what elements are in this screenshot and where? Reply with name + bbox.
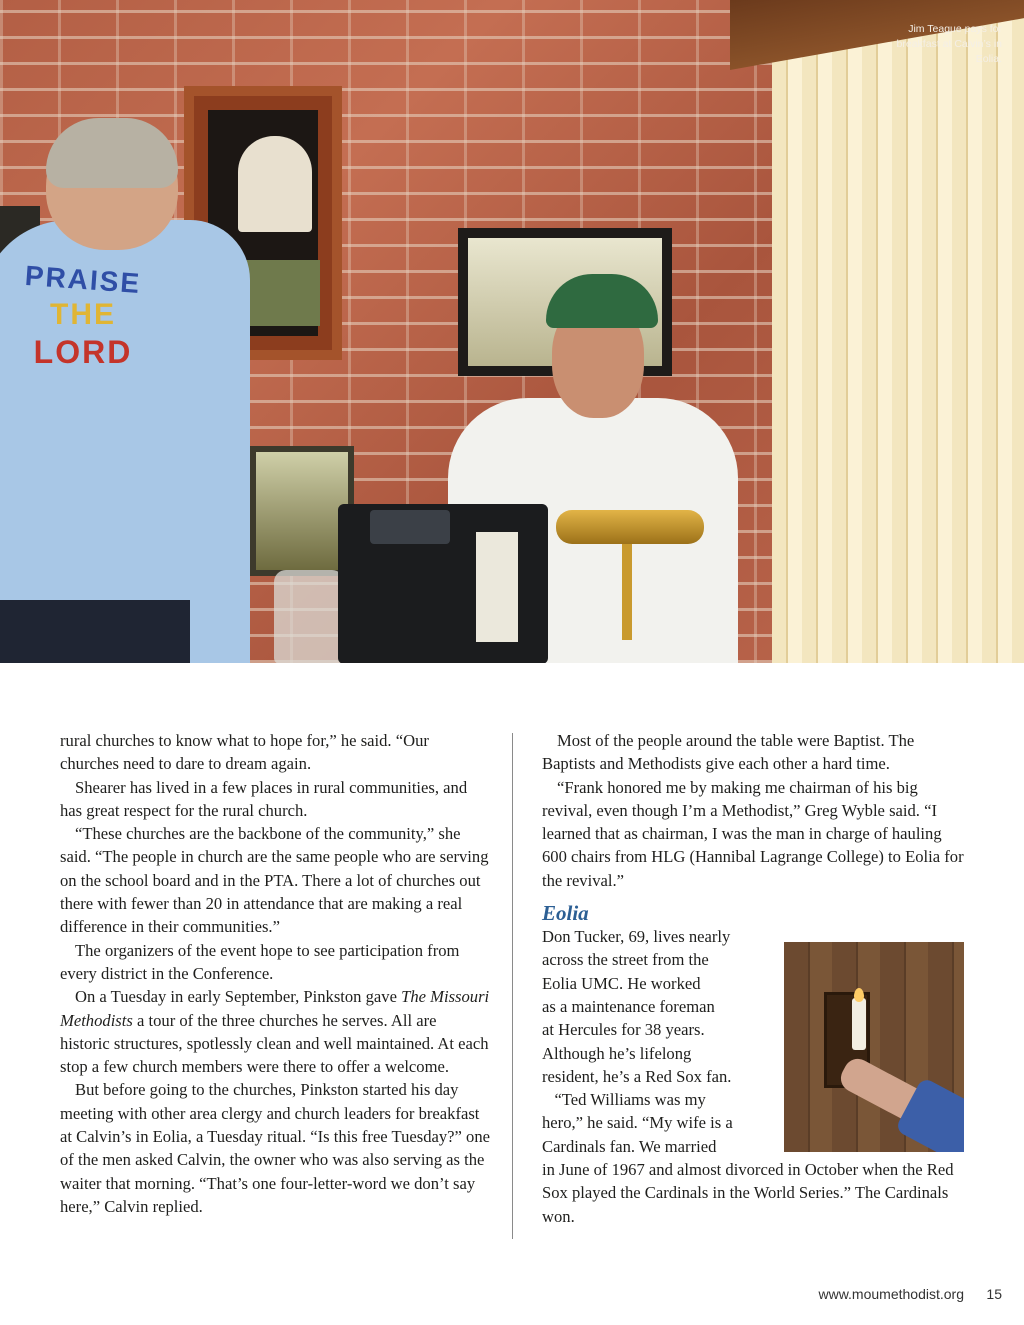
paragraph [60, 985, 490, 1078]
paragraph: “Frank honored me by making me chairman of his big revival, even though I’m a Methodist,” Greg Wyble said. “I learned that as chairman, I was the man in charge of hauling 600 chairs from HLG (Hannibal Lagrange College) to Eolia for the revival.” [542, 777, 964, 890]
text-line: Eolia UMC. He worked [542, 973, 701, 993]
footer-url: www.moumethodist.org [818, 1286, 964, 1302]
window-blinds [772, 0, 1024, 663]
text-line: resident, he’s a Red Sox fan. [542, 1066, 732, 1086]
shirt-lettering [8, 259, 158, 371]
section-heading: Eolia [542, 901, 589, 926]
text-line: as a maintenance foreman [542, 996, 715, 1016]
text-line: Cardinals fan. We married [542, 1136, 717, 1156]
lamp-stand [622, 540, 632, 640]
text-line: at Hercules for 38 years. [542, 1020, 705, 1040]
paragraph: Most of the people around the table were Baptist. The Baptists and Methodists give each other a hard time. [542, 731, 915, 774]
candle-bulb [852, 998, 866, 1050]
customer-hair [46, 118, 178, 188]
shirt-word-2: THE [50, 298, 116, 331]
paragraph-text: On a Tuesday in early September, Pinkston gave [75, 987, 402, 1007]
page-number: 15 [986, 1286, 1002, 1302]
brass-lamp [556, 510, 704, 544]
flame-icon [854, 988, 864, 1002]
paragraph: rural churches to know what to hope for,” he said. “Our churches need to dare to dream again. [60, 731, 429, 774]
publication-title: The Missouri Methodists [60, 987, 490, 1030]
photo-caption: Jim Teague pays for breakfast at Calvin’s in Eolia. [896, 23, 1002, 65]
paragraph: “These churches are the backbone of the community,” she said. “The people in church are the same people who are serving on the school board and in the PTA. There a lot of churches out there with fewer than 20 in attendance that are making a real difference in their communities.” [60, 824, 489, 937]
sconce-photo [784, 942, 964, 1152]
text-line: hero,” he said. “My wife is a [542, 1113, 733, 1133]
receipt-roll [476, 532, 518, 642]
paragraph: The organizers of the event hope to see participation from every district in the Conference. [60, 940, 460, 983]
paragraph: But before going to the churches, Pinkston started his day meeting with other area clergy and church leaders for breakfast at Calvin’s in Eolia, a Tuesday ritual. “Is this free Tuesday?” one of the men asked Calvin, the owner who was also serving as the waiter that morning. “That’s one four-letter-word we don’t say here,” Calvin replied. [60, 1080, 490, 1216]
paragraph: in June of 1967 and almost divorced in October when the Red Sox played the Cardinals in the World Series.” The Cardinals won. [542, 1160, 954, 1226]
article-left-column [60, 729, 490, 1218]
text-line: Although he’s lifelong [542, 1043, 692, 1063]
text-line: “Ted Williams was my [542, 1090, 706, 1110]
text-line: across the street from the [542, 950, 709, 970]
text-line: Don Tucker, 69, lives nearly [542, 927, 731, 947]
customer-pants [0, 600, 190, 663]
shirt-word-3: LORD [33, 334, 133, 370]
paragraph-text: a tour of the three churches he serves. All are historic structures, spotlessly clean and well maintained. At each stop a few church members were there to offer a welcome. [60, 1010, 489, 1077]
candy-jar [274, 570, 344, 663]
paragraph: Shearer has lived in a few places in rural communities, and has great respect for the rural church. [60, 777, 468, 820]
column-divider [512, 733, 513, 1239]
shirt-word-1: PRAISE [23, 259, 143, 300]
